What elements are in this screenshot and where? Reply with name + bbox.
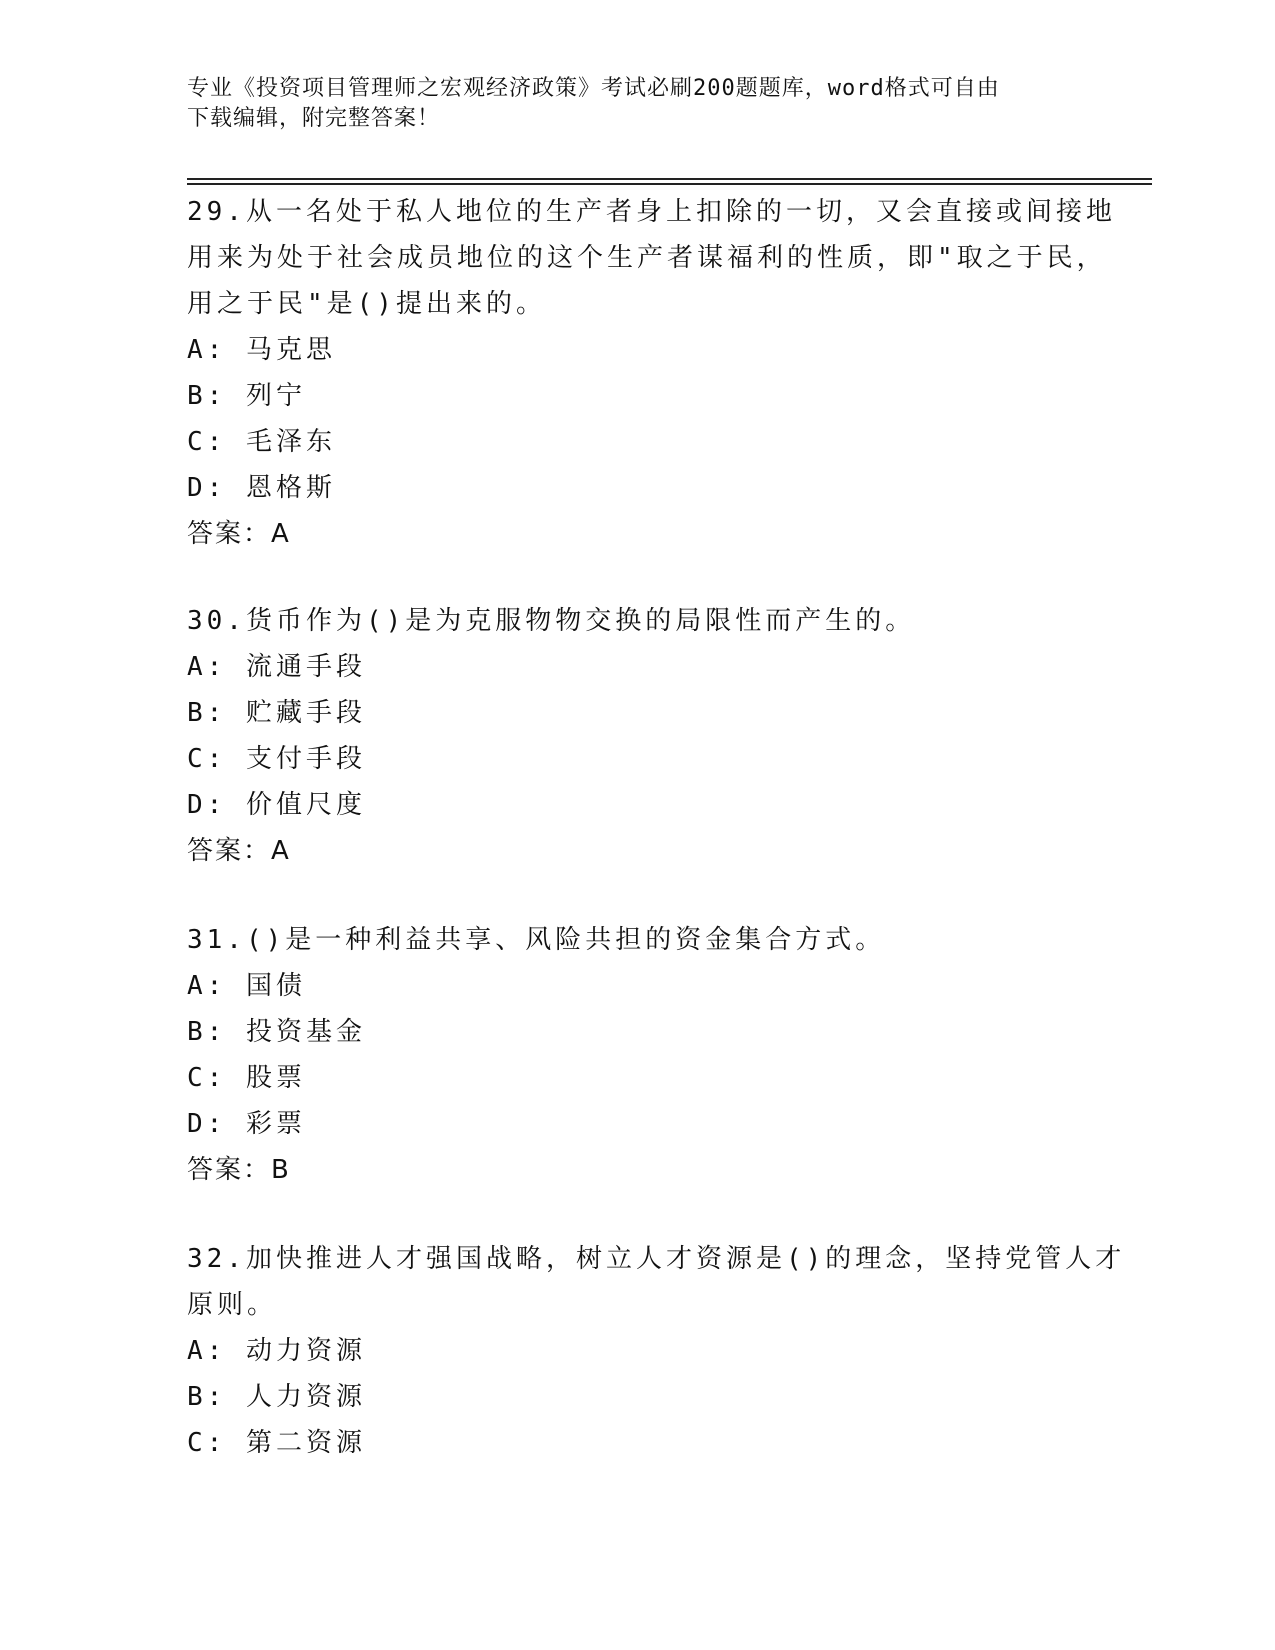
option-a: A: 国债: [187, 971, 306, 1001]
header-line-2: 下载编辑，附完整答案！: [187, 106, 441, 131]
question-stem-line: 30.货币作为()是为克服物物交换的局限性而产生的。: [187, 606, 916, 636]
answer-line: 答案：A: [187, 836, 291, 866]
option-c: C: 支付手段: [187, 744, 366, 774]
question-stem-line: 用之于民"是()提出来的。: [187, 289, 546, 319]
answer-line: 答案：A: [187, 519, 291, 549]
header-divider-top: [187, 178, 1152, 180]
option-a: A: 动力资源: [187, 1336, 366, 1366]
answer-line: 答案：B: [187, 1155, 291, 1185]
question-29: [187, 189, 1116, 557]
header-divider-bottom: [187, 183, 1152, 185]
option-d: D: 彩票: [187, 1109, 306, 1139]
question-31: [187, 917, 1087, 1193]
question-stem-line: 29.从一名处于私人地位的生产者身上扣除的一切，又会直接或间接地: [187, 197, 1116, 227]
option-c: C: 股票: [187, 1063, 306, 1093]
option-d: D: 价值尺度: [187, 790, 366, 820]
option-c: C: 毛泽东: [187, 427, 336, 457]
question-stem-line: 32.加快推进人才强国战略，树立人才资源是()的理念，坚持党管人才: [187, 1244, 1126, 1274]
question-stem-line: 用来为处于社会成员地位的这个生产者谋福利的性质，即"取之于民，: [187, 243, 1107, 273]
option-b: B: 列宁: [187, 381, 306, 411]
option-c: C: 第二资源: [187, 1428, 366, 1458]
option-a: A: 马克思: [187, 335, 336, 365]
question-32: [187, 1236, 1126, 1466]
question-stem-line: 原则。: [187, 1290, 278, 1320]
option-b: B: 贮藏手段: [187, 698, 366, 728]
option-b: B: 人力资源: [187, 1382, 366, 1412]
question-stem-line: 31.()是一种利益共享、风险共担的资金集合方式。: [187, 925, 886, 955]
option-a: A: 流通手段: [187, 652, 366, 682]
option-b: B: 投资基金: [187, 1017, 366, 1047]
question-30: [187, 598, 1087, 874]
option-d: D: 恩格斯: [187, 473, 336, 503]
document-header: [187, 74, 1067, 134]
header-line-1: 专业《投资项目管理师之宏观经济政策》考试必刷200题题库，word格式可自由: [187, 76, 1000, 101]
